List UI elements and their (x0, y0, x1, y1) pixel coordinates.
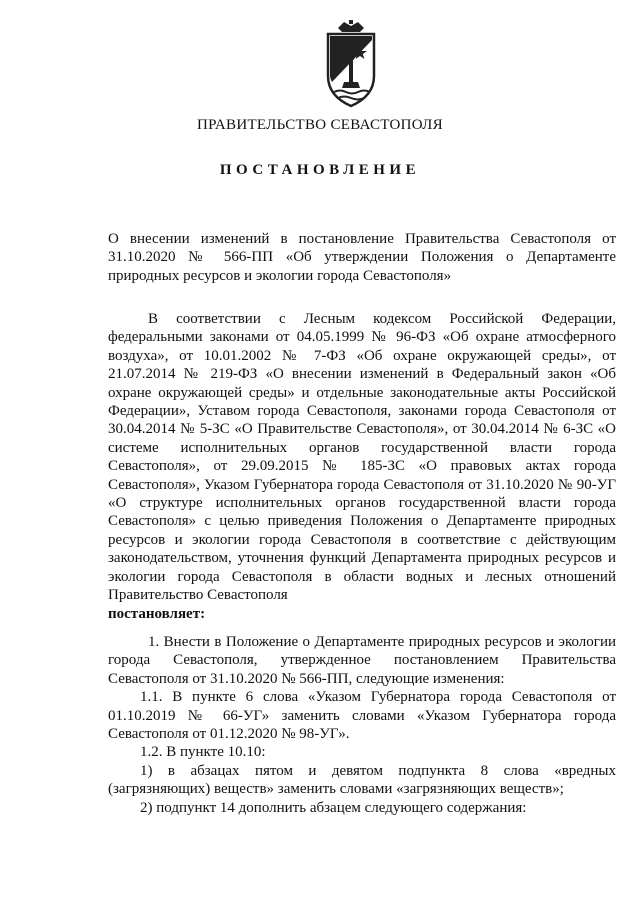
preamble-section (108, 310, 616, 623)
resolution-items (108, 633, 616, 817)
item-1-2: 1.2. В пункте 10.10: (140, 744, 266, 761)
item-1-2-2: 2) подпункт 14 дополнить абзацем следующего содержания: (140, 799, 527, 816)
document-type-title: ПОСТАНОВЛЕНИЕ (219, 162, 421, 178)
document-subject (108, 230, 616, 285)
coat-of-arms-icon (320, 20, 382, 110)
preamble-paragraph (108, 310, 616, 623)
item-1-1: 1.1. В пункте 6 слова «Указом Губернатора города Севастополя от 01.10.2019 № 66-УГ» заменить словами «Указом Губернатора города Севастополя от 01.12.2020 № 98-УГ». (108, 689, 616, 743)
subject-text: О внесении изменений в постановление Правительства Севастополя от 31.10.2020 № 566-ПП «Об утверждении Положения о Департаменте природных ресурсов и экологии города Севастополя» (108, 231, 616, 284)
preamble-text: В соответствии с Лесным кодексом Российской Федерации, федеральными законами от 04.05.1999 № 96-ФЗ «Об охране атмосферного воздуха», от 10.01.2002 № 7-ФЗ «Об охране окружающей среды», от 21.07.2014 № 219-ФЗ «О внесении изменений в Федеральный закон «Об охране окружающей среды» и отдельные законодательные акты Российской Федерации», Уставом города Севастополя, законами города Севастополя от 30.04.2014 № 5-ЗС «О Правительстве Севастополя», от 30.04.2014 № 6-ЗС «О системе исполнительных органов государственной власти города Севастополя», от 29.09.2015 № 185-ЗС «О правовых актах города Севастополя», Указом Губернатора города Севастополя от 31.10.2020 № 90-УГ «О структуре исполнительных органов государственной власти города Севастополя» с целью приведения Положения о Департаменте природных ресурсов и экологии города Севастополя в соответствие с действующим законодательством, уточнения функций Департамента природных ресурсов и экологии города Севастополя в области водных и лесных отношений Правительство Севастополя (108, 311, 616, 604)
item-1: 1. Внести в Положение о Департаменте природных ресурсов и экологии города Севастополя, утвержденное постановлением Правительства Севастополя от 31.10.2020 № 566-ПП, следующие изменения: (108, 634, 616, 687)
item-1-2-1: 1) в абзацах пятом и девятом подпункта 8 слова «вредных (загрязняющих) веществ» заменить словами «загрязняющих веществ»; (108, 762, 616, 798)
organization-name: ПРАВИТЕЛЬСТВО СЕВАСТОПОЛЯ (197, 117, 443, 133)
resolves-word: постановляет: (108, 605, 206, 622)
